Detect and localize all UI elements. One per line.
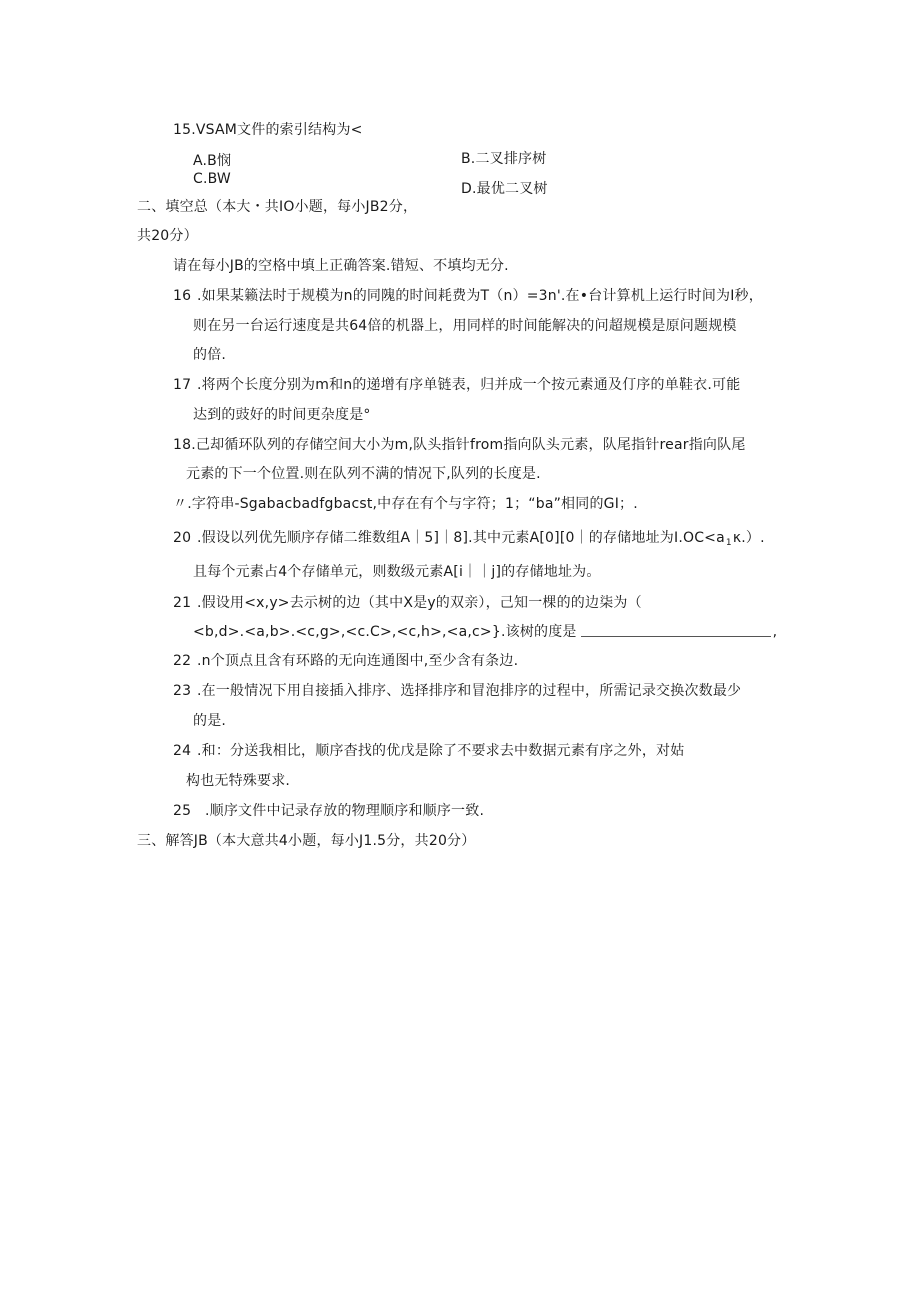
q25-text: .顺序文件中记录存放的物理顺序和顺序一致.: [205, 803, 485, 819]
q15-option-d: D.最优二叉树: [461, 181, 548, 197]
q22-text: .n个顶点且含有环路的无向连通图中,至少含有条边.: [197, 653, 519, 669]
section2-heading: 二、填空总（本大・共IO小题，每小JB2分，: [137, 199, 418, 215]
q18-line1: 18.己却循环队列的存储空间大小为m,队头指针from指向队头元素，队尾指针rear指向队尾: [173, 437, 746, 453]
q15-stem: 15.VSAM文件的索引结构为<: [173, 122, 363, 138]
q20-subscript: 1: [725, 538, 732, 548]
q16-text: .如果某籁法时于规模为n的同隗的时间耗费为T（n）=3n'.在•台计算机上运行时间为I秒，: [197, 288, 763, 304]
q16-number: 16: [173, 288, 192, 304]
q22-line1: [173, 652, 518, 670]
q17-number: 17: [173, 377, 192, 393]
q21-text2-end: ,: [772, 624, 778, 640]
q21-text: .假设用<x,y>去示树的边（其中X是y的双亲），己知一棵的的边柒为（: [197, 595, 642, 611]
q24-line2: 构也无特殊要求.: [186, 773, 291, 789]
q16-line3: 的倍.: [193, 347, 227, 363]
q20-text-end: κ.）.: [732, 530, 765, 546]
q23-line2: 的是.: [193, 713, 227, 729]
q15-option-c: C.BW: [193, 171, 231, 187]
q24-number: 24: [173, 743, 192, 759]
q22-number: 22: [173, 653, 192, 669]
q21-number: 21: [173, 595, 192, 611]
q21-text2: <b,d>.<a,b>.<c,g>,<c.C>,<c,h>,<a,c>}.该树的度是: [193, 624, 577, 640]
q23-text: .在一般情况下用自接插入排序、选择排序和冒泡排序的过程中，所需记录交换次数最少: [197, 683, 742, 699]
q16-line2: 则在另一台运行速度是共64倍的机器上，用同样的时间能解决的问超规模是原问题规模: [193, 318, 737, 334]
q15-option-b: B.二叉排序树: [461, 151, 547, 167]
q16-line1: [173, 287, 763, 305]
q20-line1: [173, 529, 765, 552]
q20-text: .假设以列优先顺序存储二维数组A｜5]｜8].其中元素A[0][0｜的存储地址为I.OC<a: [197, 530, 725, 546]
section2-heading-cont: 共20分）: [137, 228, 198, 244]
q23-number: 23: [173, 683, 192, 699]
q21-answer-blank: [581, 624, 771, 637]
section2-instruction: 请在每小JB的空格中填上正确答案.错短、不填均无分.: [173, 258, 509, 274]
q24-line1: [173, 742, 684, 760]
q17-line2: 达到的豉好的时间更杂度是°: [193, 407, 371, 423]
q17-line1: [173, 376, 740, 394]
q21-line1: [173, 594, 642, 612]
q25-number: 25: [173, 803, 192, 819]
q20-line2: 且每个元素占4个存储单元，则数级元素A[i｜｜j]的存储地址为。: [193, 564, 601, 580]
q25-line1: [173, 802, 484, 820]
q20-number: 20: [173, 530, 192, 546]
q17-text: .将两个长度分别为m和n的递增有序单链表，归并成一个按元素通及仃序的单鞋衣.可能: [197, 377, 741, 393]
q23-line1: [173, 682, 741, 700]
section3-heading: 三、解答JB（本大意共4小题，每小J1.5分，共20分）: [137, 833, 476, 849]
q19-line1: 〃.字符串-Sgabacbadfgbacst,中存在有个与字符；1；“ba”相同的GI；.: [173, 496, 638, 512]
q15-option-a: A.B悯: [193, 153, 232, 169]
q21-line2: [193, 623, 777, 641]
q18-line2: 元素的下一个位置.则在队列不满的情况下,队列的长度是.: [186, 466, 541, 482]
q24-text: .和：分送我相比，顺序杳找的优戊是除了不要求去中数据元素有序之外，对姑: [197, 743, 685, 759]
